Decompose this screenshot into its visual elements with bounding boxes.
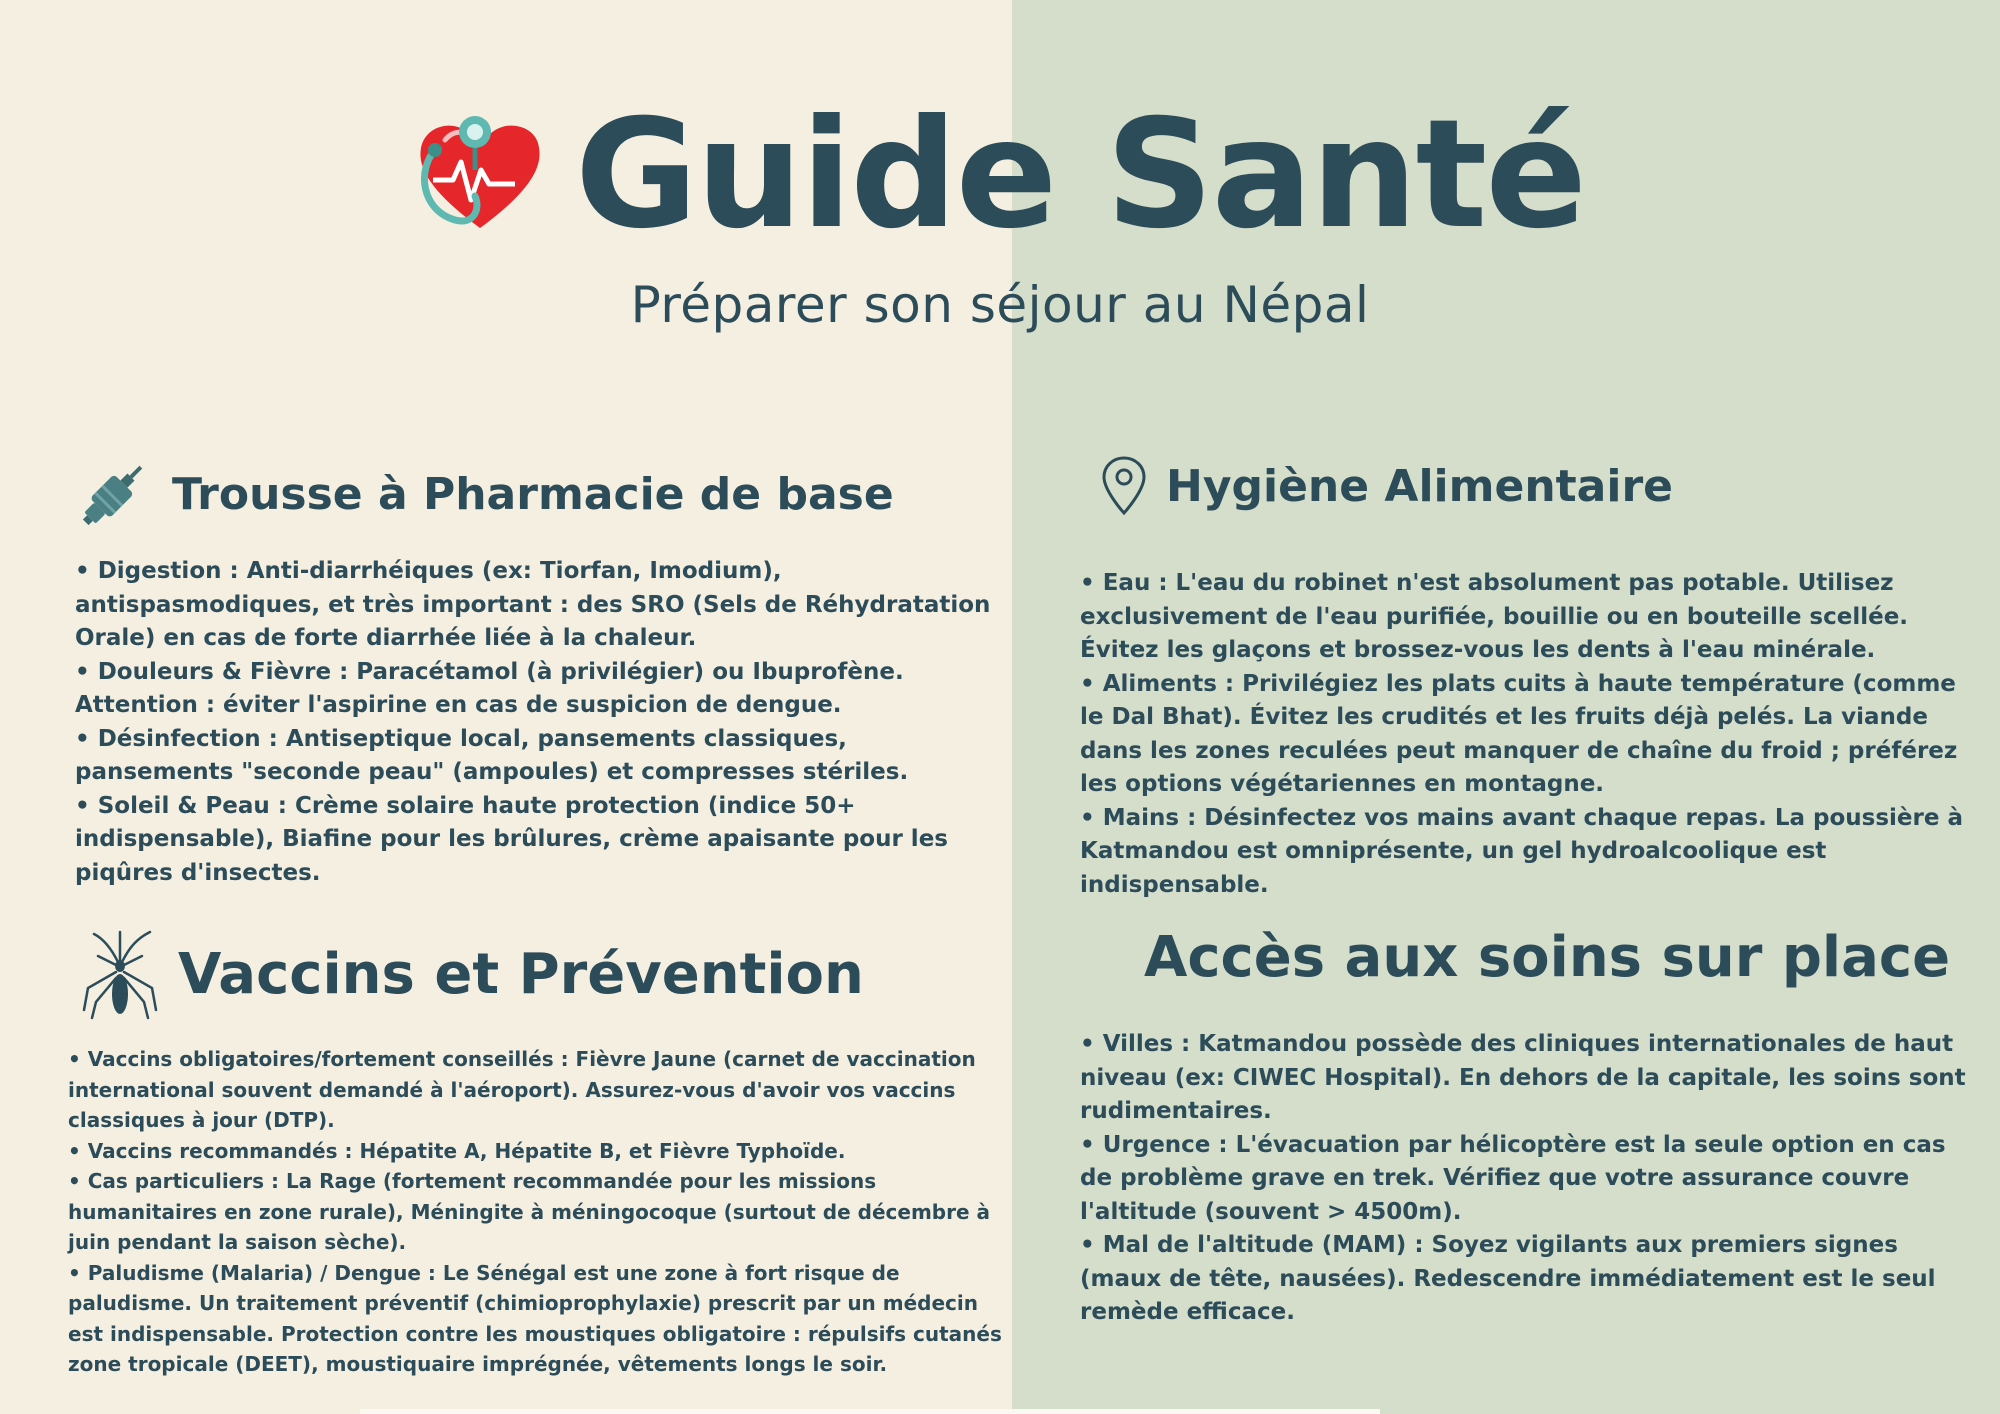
map-pin-icon (1100, 455, 1148, 517)
pharmacy-list (75, 555, 1005, 890)
hygiene-list (1080, 567, 1980, 902)
vaccines-list (68, 1044, 1008, 1380)
list-item: • Désinfection : Antiseptique local, pansements classiques, pansements "seconde peau" (ampoules) et compresses stériles. (75, 725, 909, 785)
syringe-icon (74, 456, 154, 532)
header (0, 88, 2000, 262)
care-section-header (1144, 925, 1950, 990)
list-item: • Mal de l'altitude (MAM) : Soyez vigilants aux premiers signes (maux de tête, nausées). Redescendre immédiatement est le seul remède efficace. (1080, 1232, 1936, 1325)
list-item: • Eau : L'eau du robinet n'est absolument pas potable. Utilisez exclusivement de l'eau purifiée, bouillie ou en bouteille scellée. Évitez les glaçons et brossez-vous les dents à l'eau minérale. (1080, 570, 1909, 663)
list-item: • Mains : Désinfectez vos mains avant chaque repas. La poussière à Katmandou est omniprésente, un gel hydroalcoolique est indispensable. (1080, 804, 1963, 898)
list-item: • Douleurs & Fièvre : Paracétamol (à privilégier) ou Ibuprofène. Attention : éviter l'aspirine en cas de suspicion de dengue. (75, 658, 904, 718)
hygiene-section-header (1100, 455, 1673, 517)
list-item: • Aliments : Privilégiez les plats cuits à haute température (comme le Dal Bhat). Évitez les crudités et les fruits déjà pelés. La viande dans les zones reculées peut manquer de chaîne du froid ; préférez les options végétariennes en montagne. (1080, 670, 1958, 797)
care-list (1080, 1028, 1980, 1330)
vaccines-section-header (80, 926, 864, 1022)
vaccines-heading: Vaccins et Prévention (178, 941, 864, 1007)
page-subtitle: Préparer son séjour au Népal (630, 276, 1370, 334)
pharmacy-heading: Trousse à Pharmacie de base (172, 468, 894, 520)
list-item: • Digestion : Anti-diarrhéiques (ex: Tiorfan, Imodium), antispasmodiques, et très important : des SRO (Sels de Réhydratation Orale) en cas de forte diarrhée liée à la chaleur. (75, 558, 991, 651)
bottom-divider (360, 1409, 1380, 1414)
care-heading: Accès aux soins sur place (1144, 925, 1951, 990)
list-item: • Urgence : L'évacuation par hélicoptère est la seule option en cas de problème grave en trek. Vérifiez que votre assurance couvre l'altitude (souvent > 4500m). (1080, 1131, 1946, 1225)
page-title: Guide Santé (574, 88, 1586, 262)
title-row (415, 88, 1586, 262)
list-item: • Vaccins recommandés : Hépatite A, Hépatite B, et Fièvre Typhoïde. (68, 1138, 846, 1163)
heart-stethoscope-icon (415, 110, 545, 240)
list-item: • Soleil & Peau : Crème solaire haute protection (indice 50+ indispensable), Biafine pour les brûlures, crème apaisante pour les piqûres d'insectes. (75, 792, 948, 886)
hygiene-heading: Hygiène Alimentaire (1166, 460, 1673, 512)
mosquito-icon (80, 926, 160, 1022)
list-item: • Vaccins obligatoires/fortement conseillés : Fièvre Jaune (carnet de vaccination international souvent demandé à l'aéroport). Assurez-vous d'avoir vos vaccins classiques à jour (DTP). (68, 1047, 976, 1132)
list-item: • Villes : Katmandou possède des cliniques internationales de haut niveau (ex: CIWEC Hospital). En dehors de la capitale, les soins sont rudimentaires. (1080, 1031, 1966, 1124)
list-item: • Cas particuliers : La Rage (fortement recommandée pour les missions humanitaires en zone rurale), Méningite à méningocoque (surtout de décembre à juin pendant la saison sèche). (68, 1169, 990, 1254)
pharmacy-section-header (74, 456, 894, 532)
list-item: • Paludisme (Malaria) / Dengue : Le Sénégal est une zone à fort risque de paludisme. Un traitement préventif (chimioprophylaxie) prescrit par un médecin est indispensable. Protection contre les moustiques obligatoire : répulsifs cutanés zone tropicale (DEET), moustiquaire imprégnée, vêtements longs le soir. (68, 1260, 1002, 1376)
